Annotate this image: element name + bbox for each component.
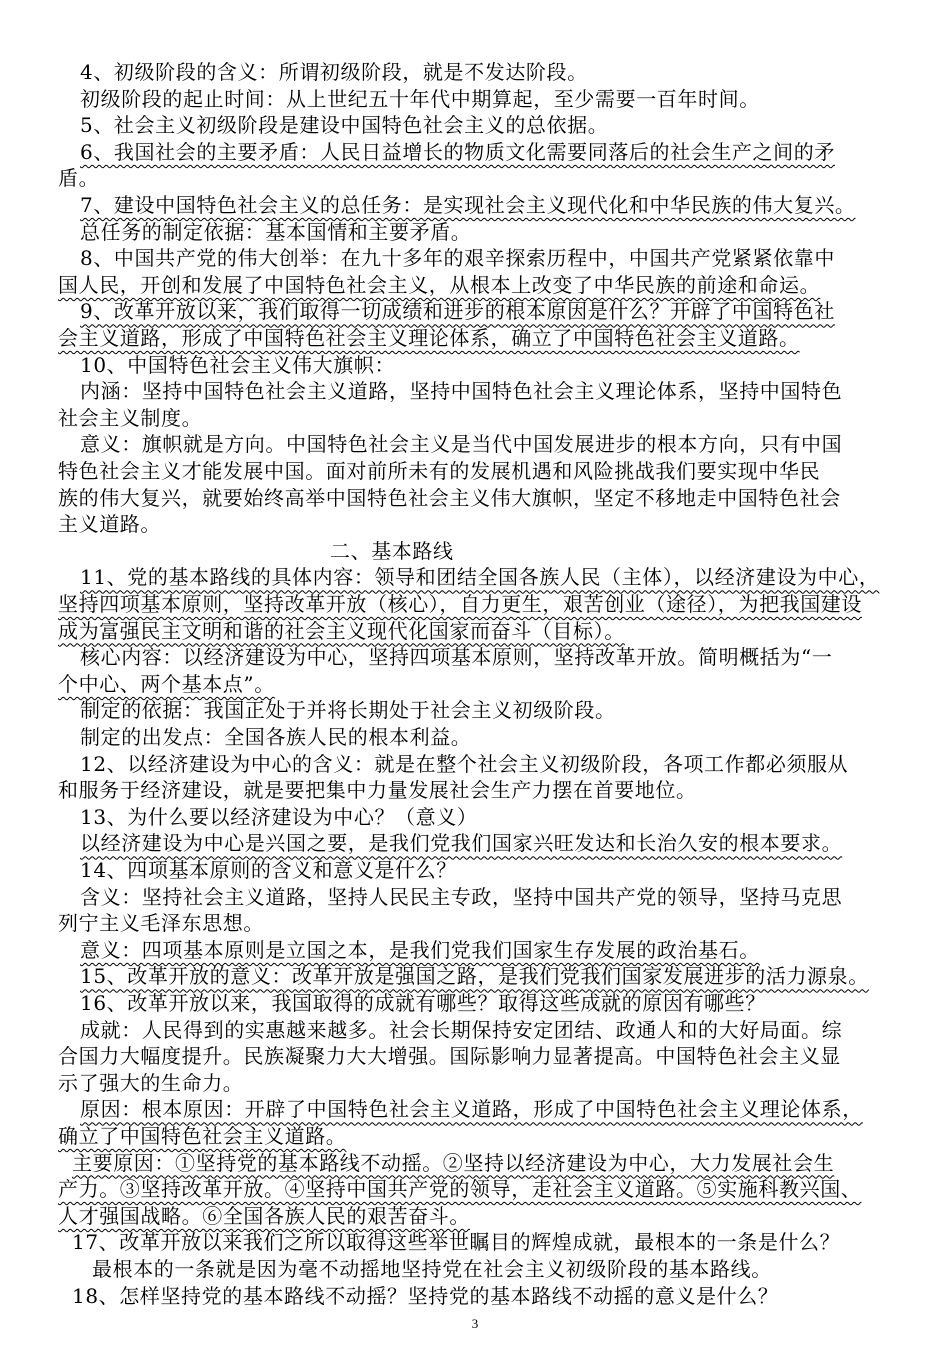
text-line: 合国力大幅度提升。民族凝聚力大大增强。国际影响力显著提高。中国特色社会主义显: [58, 1044, 841, 1069]
text-line: 成为富强民主文明和谐的社会主义现代化国家而奋斗（目标）。: [58, 618, 625, 643]
text-line: 最根本的一条就是因为毫不动摇地坚持党在社会主义初级阶段的基本路线。: [92, 1257, 772, 1281]
text-line: 16、改革开放以来，我国取得的成就有哪些？取得这些成就的原因有哪些？: [80, 991, 766, 1015]
text-line: 族的伟大复兴，就要始终高举中国特色社会主义伟大旗帜，坚定不移地走中国特色社会: [58, 485, 841, 510]
text-line: 初级阶段的起止时间：从上世纪五十年代中期算起，至少需要一百年时间。: [80, 86, 760, 111]
text-line: 6、我国社会的主要矛盾：人民日益增长的物质文化需要同落后的社会生产之间的矛: [80, 139, 835, 164]
text-line: 和服务于经济建设，就是要把集中力量发展社会生产力摆在首要地位。: [58, 778, 697, 803]
text-line: 意义：四项基本原则是立国之本，是我们党我们国家生存发展的政治基石。: [80, 937, 760, 962]
text-line: 以经济建设为中心是兴国之要，是我们党我们国家兴旺发达和长治久安的根本要求。: [80, 831, 843, 856]
text-line: 社会主义制度。: [58, 405, 203, 430]
text-line: 主义道路。: [58, 512, 161, 537]
section-heading: 二、基本路线: [330, 538, 454, 563]
text-line: 9、改革开放以来，我们取得一切成绩和进步的根本原因是什么？开辟了中国特色社: [80, 299, 835, 324]
text-line: 5、社会主义初级阶段是建设中国特色社会主义的总依据。: [80, 113, 609, 138]
text-line: 4、初级阶段的含义：所谓初级阶段，就是不发达阶段。: [80, 60, 588, 84]
text-line: 含义：坚持社会主义道路，坚持人民民主专政，坚持中国共产党的领导，坚持马克思: [80, 884, 843, 909]
text-line: 12、以经济建设为中心的含义：就是在整个社会主义初级阶段，各项工作都必须服从: [80, 751, 849, 776]
text-line: 11、党的基本路线的具体内容：领导和团结全国各族人民（主体），以经济建设为中心，: [80, 565, 880, 590]
text-line: 确立了中国特色社会主义道路。: [58, 1124, 347, 1148]
text-line: 意义：旗帜就是方向。中国特色社会主义是当代中国发展进步的根本方向，只有中国: [80, 432, 843, 457]
text-line: 13、为什么要以经济建设为中心？（意义）: [80, 804, 478, 829]
text-line: 10、中国特色社会主义伟大旗帜：: [80, 352, 396, 377]
text-line: 人才强国战略。⑥全国各族人民的艰苦奋斗。: [58, 1203, 470, 1228]
text-line: 17、改革开放以来我们之所以取得这些举世瞩目的辉煌成就，最根本的一条是什么？: [72, 1230, 841, 1255]
text-line: 15、改革开放的意义：改革开放是强国之路，是我们党我们国家发展进步的活力源泉。: [80, 964, 869, 989]
text-line: 制定的出发点：全国各族人民的根本利益。: [80, 725, 472, 749]
text-line: 特色社会主义才能发展中国。面对前所未有的发展机遇和风险挑战我们要实现中华民: [58, 459, 821, 483]
text-line: 成就：人民得到的实惠越来越多。社会长期保持安定团结、政通人和的大好局面。综: [80, 1017, 843, 1042]
text-line: 原因：根本原因：开辟了中国特色社会主义道路，形成了中国特色社会主义理论体系，: [80, 1097, 863, 1122]
text-line: 会主义道路，形成了中国特色社会主义理论体系，确立了中国特色社会主义道路。: [58, 326, 800, 350]
text-line: 产力。③坚持改革开放。④坚持中国共产党的领导，走社会主义道路。⑤实施科教兴国、: [58, 1177, 862, 1202]
text-line: 国人民，开创和发展了中国特色社会主义，从根本上改变了中华民族的前途和命运。: [58, 272, 821, 297]
text-line: 列宁主义毛泽东思想。: [58, 911, 264, 936]
text-line: 7、建设中国特色社会主义的总任务：是实现社会主义现代化和中华民族的伟大复兴。: [80, 193, 856, 217]
text-line: 核心内容：以经济建设为中心，坚持四项基本原则，坚持改革开放。简明概括为“一: [80, 645, 833, 670]
text-line: 主要原因：①坚持党的基本路线不动摇。②坚持以经济建设为中心，大力发展社会生: [72, 1150, 835, 1175]
text-line: 8、中国共产党的伟大创举：在九十多年的艰辛探索历程中，中国共产党紧紧依靠中: [80, 246, 835, 271]
text-line: 坚持四项基本原则，坚持改革开放（核心），自力更生，艰苦创业（途径），为把我国建设: [58, 592, 862, 616]
text-line: 盾。: [58, 166, 100, 191]
page-number: 3: [471, 1316, 479, 1332]
text-line: 14、四项基本原则的含义和意义是什么？: [80, 858, 457, 882]
text-line: 制定的依据：我国正处于并将长期处于社会主义初级阶段。: [80, 698, 616, 723]
text-line: 总任务的制定依据：基本国情和主要矛盾。: [80, 219, 472, 244]
text-line: 示了强大的生命力。: [58, 1070, 244, 1095]
text-line: 内涵：坚持中国特色社会主义道路，坚持中国特色社会主义理论体系，坚持中国特色: [80, 379, 843, 404]
text-line: 18、怎样坚持党的基本路线不动摇？坚持党的基本路线不动摇的意义是什么？: [72, 1283, 779, 1308]
text-line: 个中心、两个基本点”。: [58, 671, 275, 696]
